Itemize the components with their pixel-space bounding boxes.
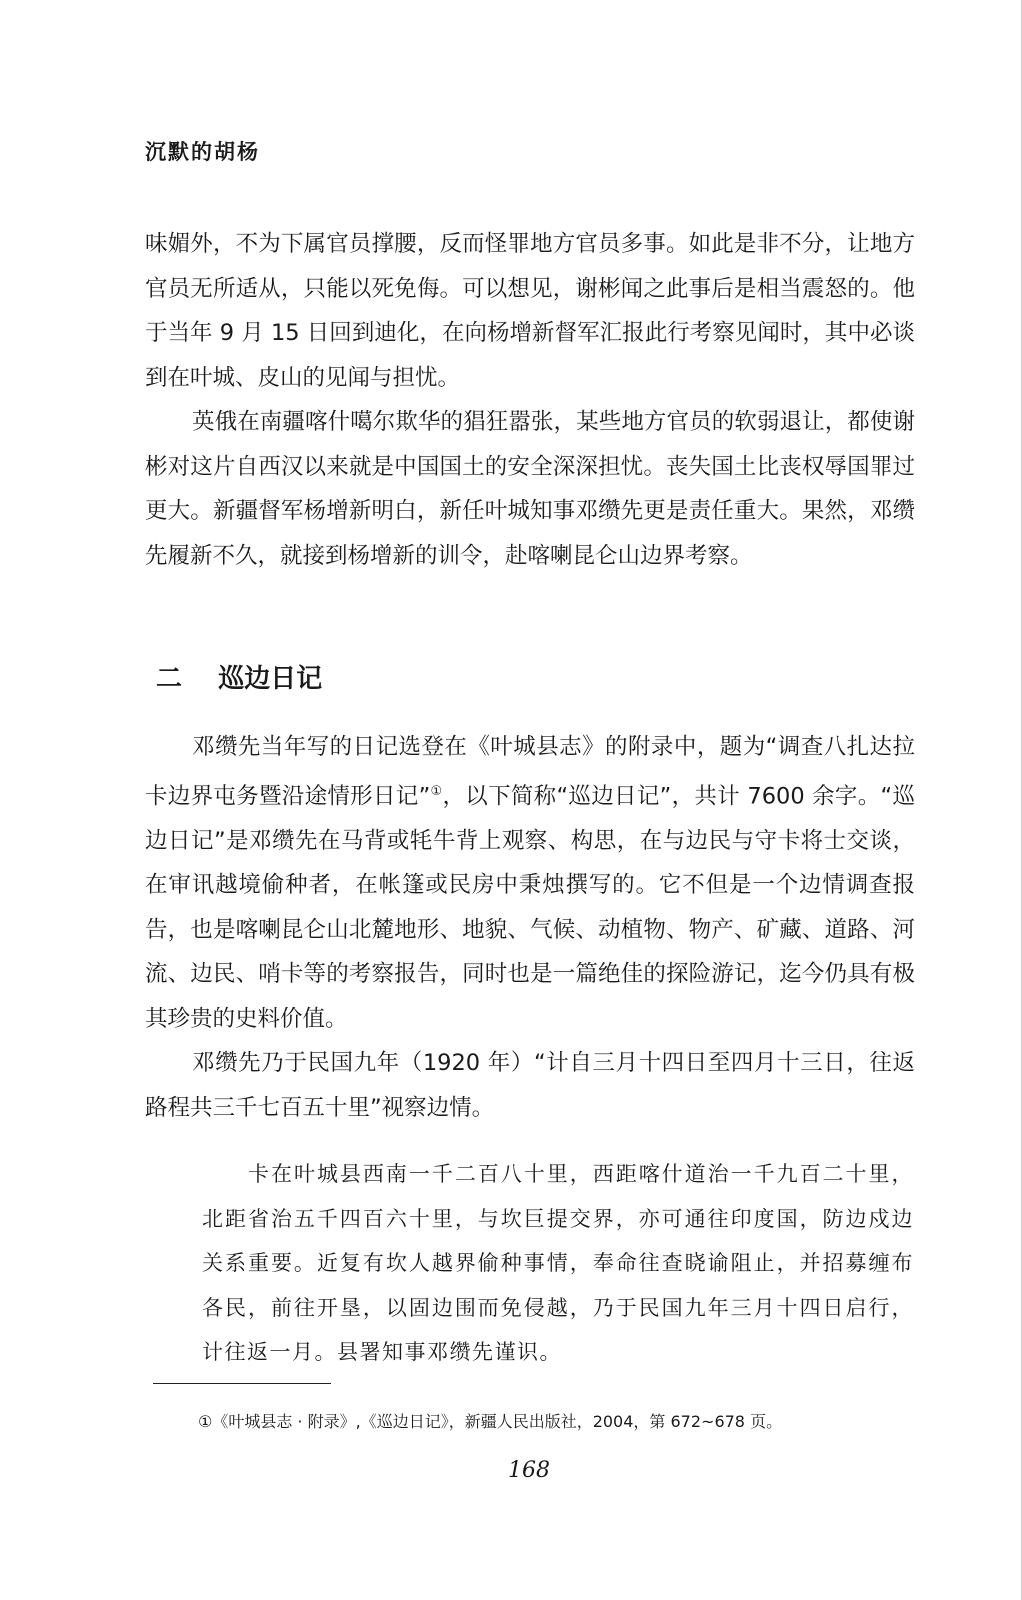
body-text-section: [145, 725, 915, 1130]
quote-text: 卡在叶城县西南一千二百八十里，西距喀什道治一千九百二十里，北距省治五千四百六十里，与坎巨提交界，亦可通往印度国，防边戍边关系重要。近复有坎人越界偷种事情，奉命往查晓谕阻止，并招募缠布各民，前往开垦，以固边围而免侵越，乃于民国九年三月十四日启行，计往返一月。县署知事邓缵先谨识。: [202, 1162, 914, 1364]
running-head: 沉默的胡杨: [145, 139, 260, 164]
paragraph: [145, 725, 915, 1041]
section-title: 巡边日记: [218, 664, 323, 694]
footnote: ①《叶城县志 · 附录》,《巡边日记》，新疆人民出版社，2004，第 672~678 页。: [198, 1412, 783, 1431]
paragraph: 英俄在南疆喀什噶尔欺华的猖狂嚣张，某些地方官员的软弱退让，都使谢彬对这片自西汉以来就是中国国土的安全深深担忧。丧失国土比丧权辱国罪过更大。新疆督军杨增新明白，新任叶城知事邓缵先更是责任重大。果然，邓缵先履新不久，就接到杨增新的训令，赴喀喇昆仑山边界考察。: [145, 409, 915, 569]
footnote-reference: ①: [430, 783, 443, 799]
body-text-top: [145, 222, 915, 578]
paragraph-text: ，以下简称“巡边日记”，共计 7600 余字。“巡边日记”是邓缵先在马背或牦牛背上观察、构思，在与边民与守卡将士交谈，在审讯越境偷种者，在帐篷或民房中秉烛撰写的。它不但是一个边情调查报告，也是喀喇昆仑山北麓地形、地貌、气候、动植物、物产、矿藏、道路、河流、边民、哨卡等的考察报告，同时也是一篇绝佳的探险游记，迄今仍具有极其珍贵的史料价值。: [145, 783, 915, 1032]
page-number: 168: [508, 1458, 550, 1483]
footnote-divider: [153, 1383, 331, 1384]
section-heading: [156, 658, 322, 695]
paragraph: 邓缵先乃于民国九年（1920 年）“计自三月十四日至四月十三日，往返路程共三千七百五十里”视察边情。: [145, 1050, 915, 1121]
paragraph-text: 邓缵先当年写的日记选登在《叶城县志》的附录中，题为“调查八扎达拉卡边界屯务暨沿途情形日记”: [145, 734, 915, 809]
section-number: 二: [156, 664, 183, 694]
block-quote: [202, 1152, 914, 1375]
paragraph: 味媚外，不为下属官员撑腰，反而怪罪地方官员多事。如此是非不分，让地方官员无所适从，只能以死免侮。可以想见，谢彬闻之此事后是相当震怒的。他于当年 9 月 15 日回到迪化，在向杨增新督军汇报此行考察见闻时，其中必谈到在叶城、皮山的见闻与担忧。: [145, 231, 915, 391]
